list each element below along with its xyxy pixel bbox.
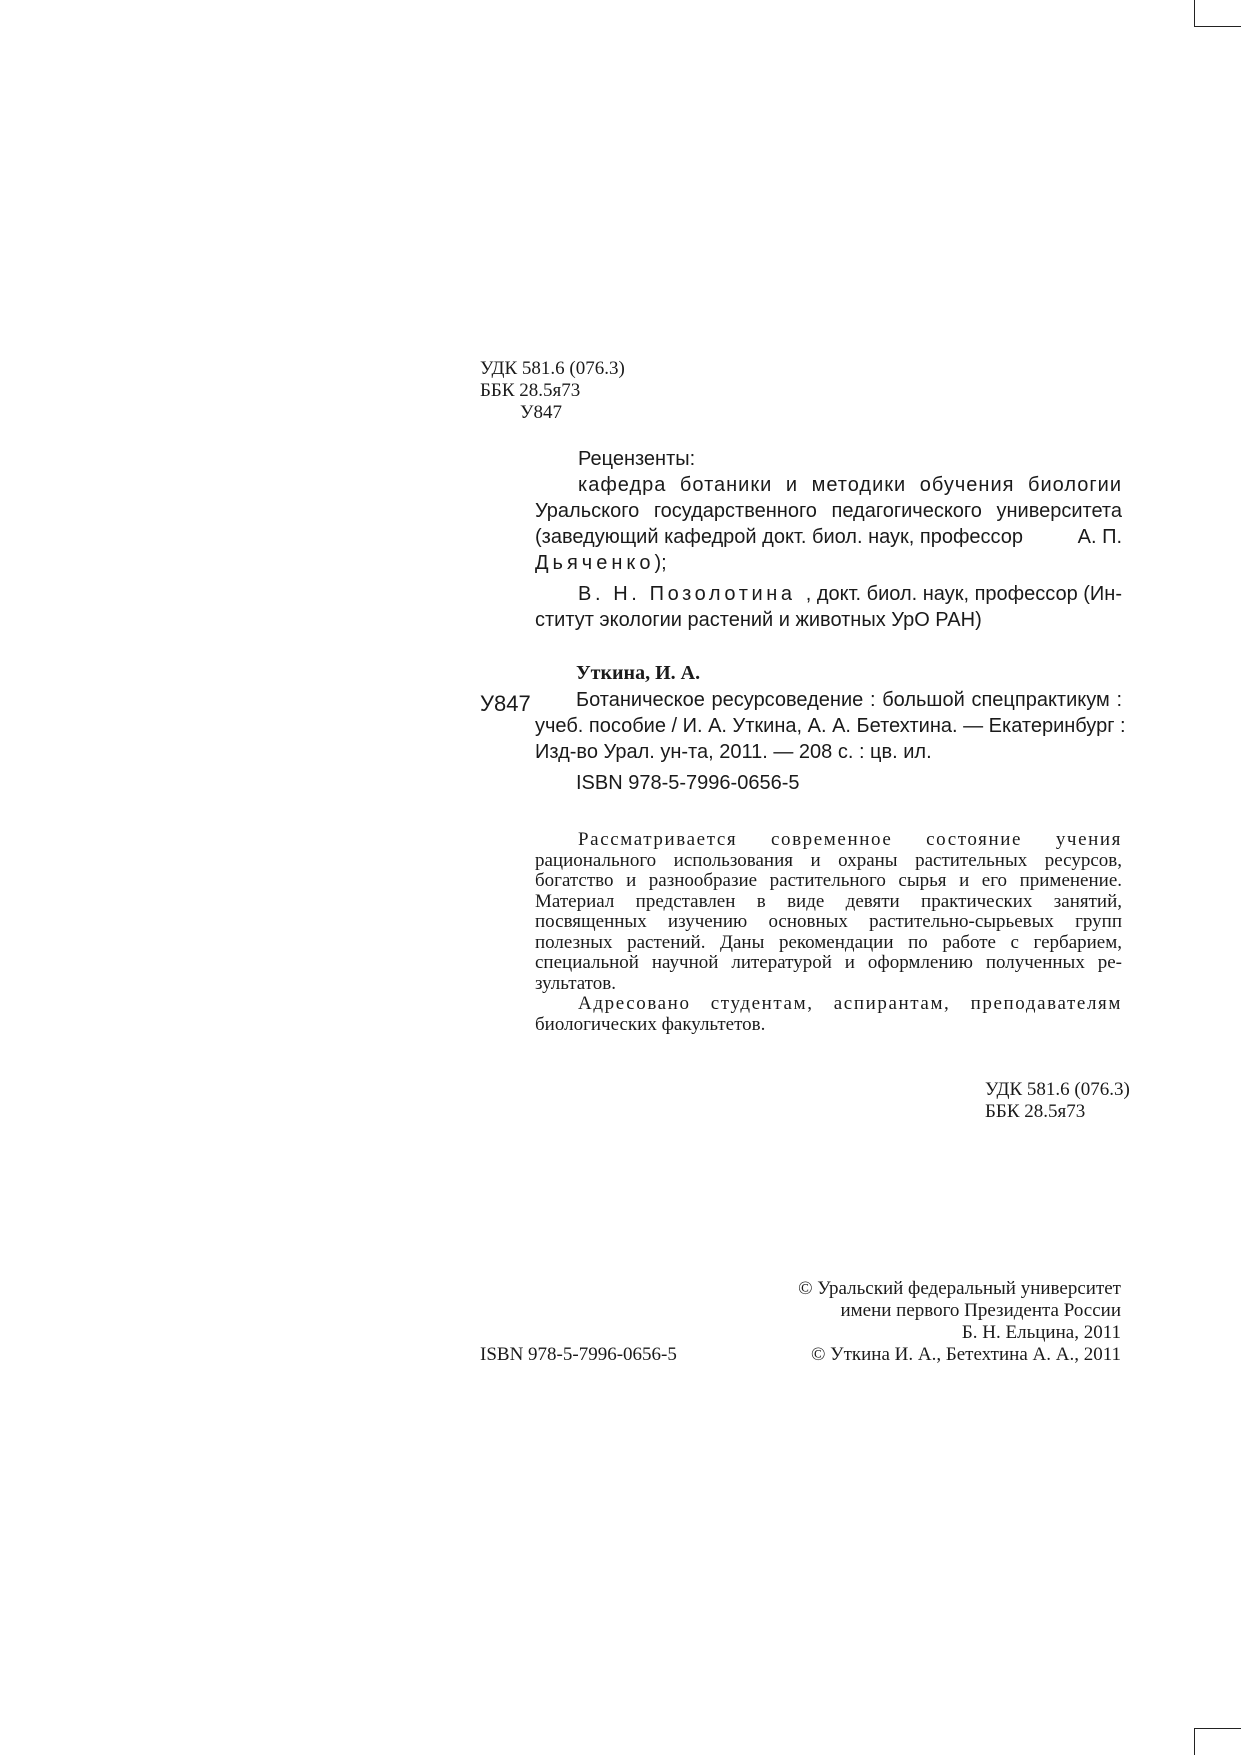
classification-bbk: ББК 28.5я73 <box>985 1101 1086 1122</box>
reviewer-1-line-3 <box>535 526 1122 548</box>
reviewer-2-line-2: ститут экологии растений и животных УрО РАН) <box>535 609 982 631</box>
bib-title-line-3: Изд-во Урал. ун-та, 2011. — 208 с. : цв. ил. <box>535 741 932 763</box>
copyright-line: © Уткина И. А., Бетехтина А. А., 2011 <box>810 1344 1121 1365</box>
header-bbk: ББК 28.5я73 <box>480 380 581 401</box>
header-udk: УДК 581.6 (076.3) <box>480 358 625 379</box>
abstract-line: рационального использования и охраны растительных ресурсов, <box>535 849 1122 871</box>
abstract-line: посвященных изучению основных растительно-сырьевых групп <box>535 911 1122 932</box>
classification-udk: УДК 581.6 (076.3) <box>985 1079 1130 1100</box>
crop-mark-bottom-vertical <box>1194 1728 1195 1755</box>
abstract-line: зультатов. <box>535 972 616 994</box>
reviewer-1-surname: Дьяченко <box>535 552 655 574</box>
bib-mark: У847 <box>480 691 531 716</box>
reviewer-1-line-2: Уральского государственного педагогического университета <box>535 500 1122 522</box>
crop-mark-top-vertical <box>1194 0 1195 26</box>
footer-isbn: ISBN 978-5-7996-0656-5 <box>480 1344 677 1365</box>
abstract-line: Рассматривается современное состояние учения <box>578 829 1122 850</box>
abstract-line: Материал представлен в виде девяти практических занятий, <box>535 890 1122 912</box>
reviewer-1-initials: А. П. <box>1077 526 1122 548</box>
copyright-line: © Уральский федеральный университет <box>798 1278 1121 1299</box>
reviewers-title: Рецензенты: <box>578 448 696 470</box>
abstract-line: богатство и разнообразие растительного сырья и его применение. <box>535 870 1122 891</box>
abstract-line: Адресовано студентам, аспирантам, преподавателям <box>578 993 1122 1014</box>
bib-title-line-1: Ботаническое ресурсоведение : большой спецпрактикум : <box>576 689 1122 711</box>
reviewer-1-line-1: кафедра ботаники и методики обучения биологии <box>578 474 1122 496</box>
abstract-line: биологических факультетов. <box>535 1013 766 1035</box>
reviewer-1-line-4 <box>535 552 667 574</box>
bib-author: Уткина, И. А. <box>576 662 701 684</box>
abstract-line: полезных растений. Даны рекомендации по работе с гербарием, <box>535 931 1122 953</box>
bib-isbn: ISBN 978-5-7996-0656-5 <box>576 772 800 794</box>
abstract-line: специальной научной литературой и оформлению полученных ре- <box>535 952 1122 973</box>
reviewer-1-position: (заведующий кафедрой докт. биол. наук, профессор <box>535 526 1024 548</box>
header-author-mark: У847 <box>520 402 562 423</box>
crop-mark-bottom-horizontal <box>1194 1728 1241 1729</box>
bib-title-line-2: учеб. пособие / И. А. Уткина, А. А. Бетехтина. — Екатеринбург : <box>535 715 1126 737</box>
reviewer-2-line-1 <box>578 583 1122 605</box>
copyright-block <box>798 1278 1121 1366</box>
reviewer-2-name: В. Н. Позолотина <box>578 583 796 605</box>
reviewer-1-end: ); <box>654 552 667 574</box>
copyright-line: Б. Н. Ельцина, 2011 <box>961 1322 1121 1343</box>
reviewer-2-position: , докт. биол. наук, профессор (Ин- <box>805 583 1122 605</box>
crop-mark-top-horizontal <box>1194 26 1241 27</box>
copyright-line: имени первого Президента России <box>840 1300 1121 1321</box>
abstract <box>535 830 1122 1035</box>
